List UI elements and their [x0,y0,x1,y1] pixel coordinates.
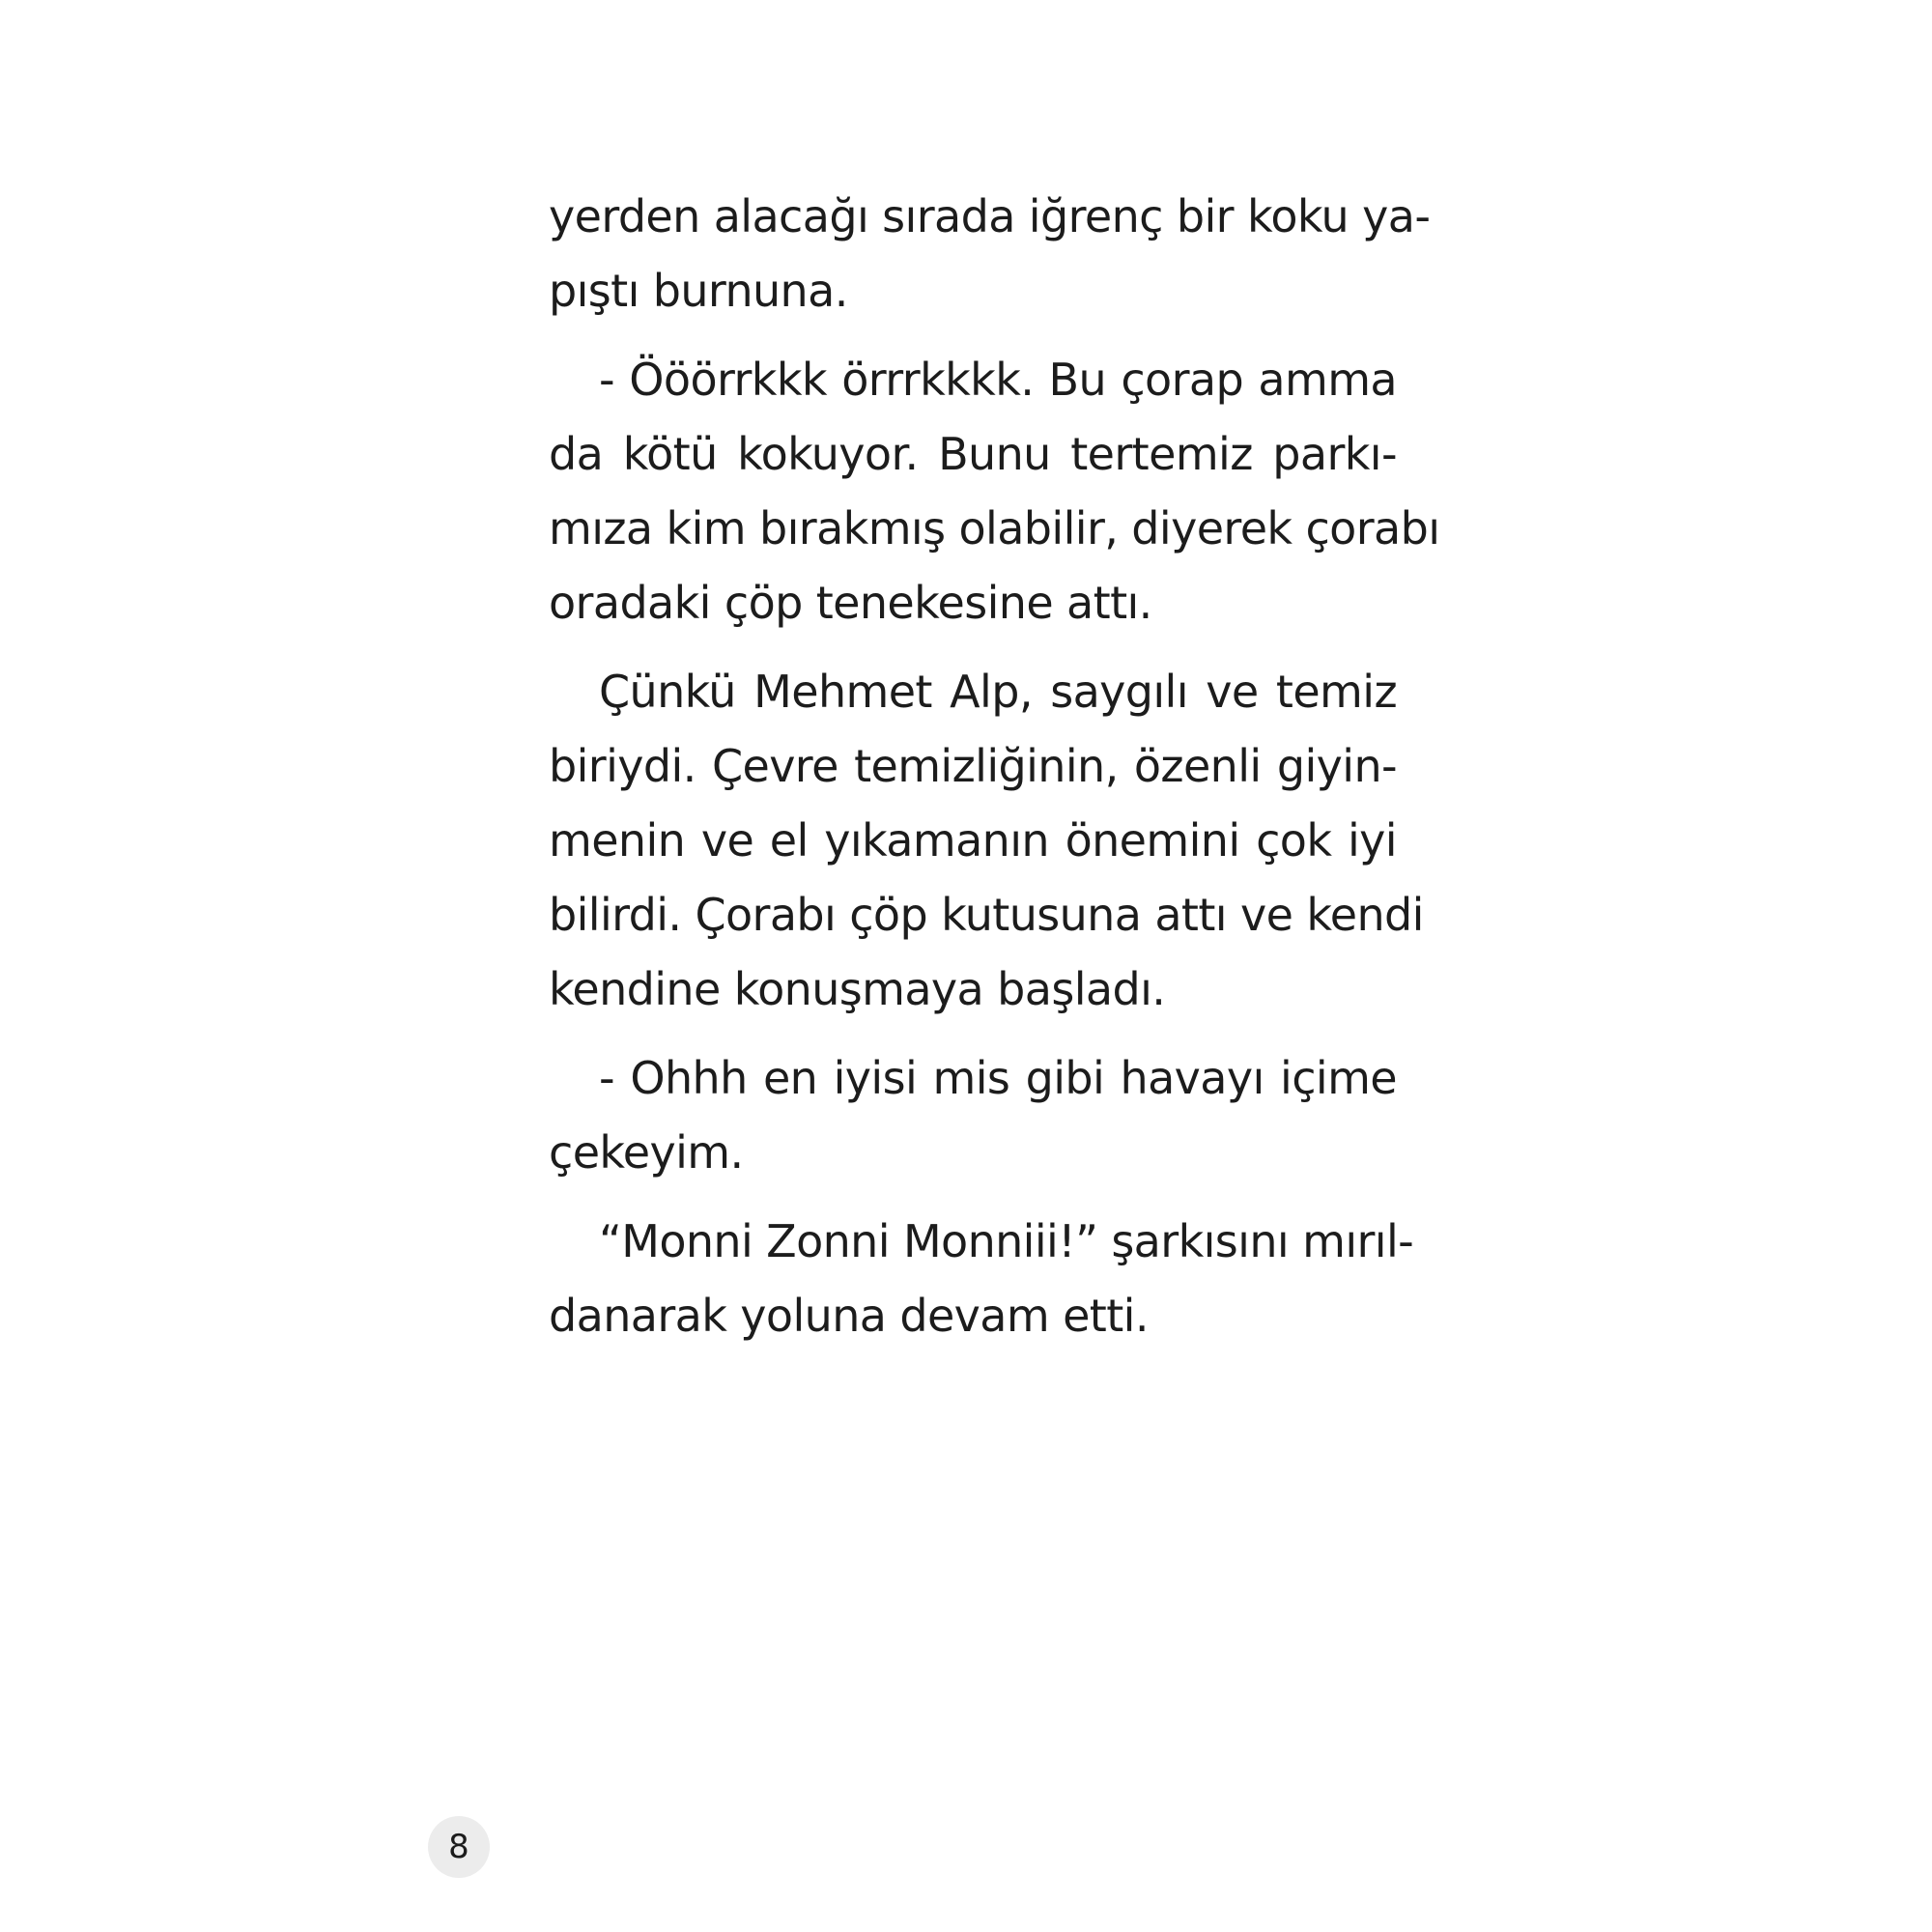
page-number-badge: 8 [428,1816,490,1878]
text-line: mıza kim bırakmış olabilir, diyerek çorabı [549,502,1440,554]
text-line: oradaki çöp tenekesine attı. [549,577,1152,629]
paragraph-5 [549,1205,1414,1353]
text-line: kendine konuşmaya başladı. [549,963,1166,1015]
body-text [549,180,1440,1368]
text-line: danarak yoluna devam etti. [549,1290,1149,1342]
text-line: da kötü kokuyor. Bunu tertemiz parkı- [549,428,1397,480]
paragraph-2 [549,343,1440,640]
text-line: Çünkü Mehmet Alp, saygılı ve temiz [599,666,1397,718]
text-line: menin ve el yıkamanın önemini çok iyi [549,814,1397,867]
paragraph-4 [549,1041,1397,1190]
text-line: biriydi. Çevre temizliğinin, özenli giyin- [549,740,1397,792]
text-line: bilirdi. Çorabı çöp kutusuna attı ve kendi [549,889,1424,941]
text-line: çekeyim. [549,1126,744,1179]
paragraph-3 [549,655,1424,1027]
text-line: - Ohhh en iyisi mis gibi havayı içime [599,1052,1397,1104]
paragraph-1 [549,180,1431,328]
text-line: yerden alacağı sırada iğrenç bir koku ya- [549,190,1431,242]
text-line: - Ööörrkkk örrrkkkk. Bu çorap amma [599,354,1397,406]
text-line: pıştı burnuna. [549,265,848,317]
text-line: “Monni Zonni Monniii!” şarkısını mırıl- [599,1215,1414,1267]
